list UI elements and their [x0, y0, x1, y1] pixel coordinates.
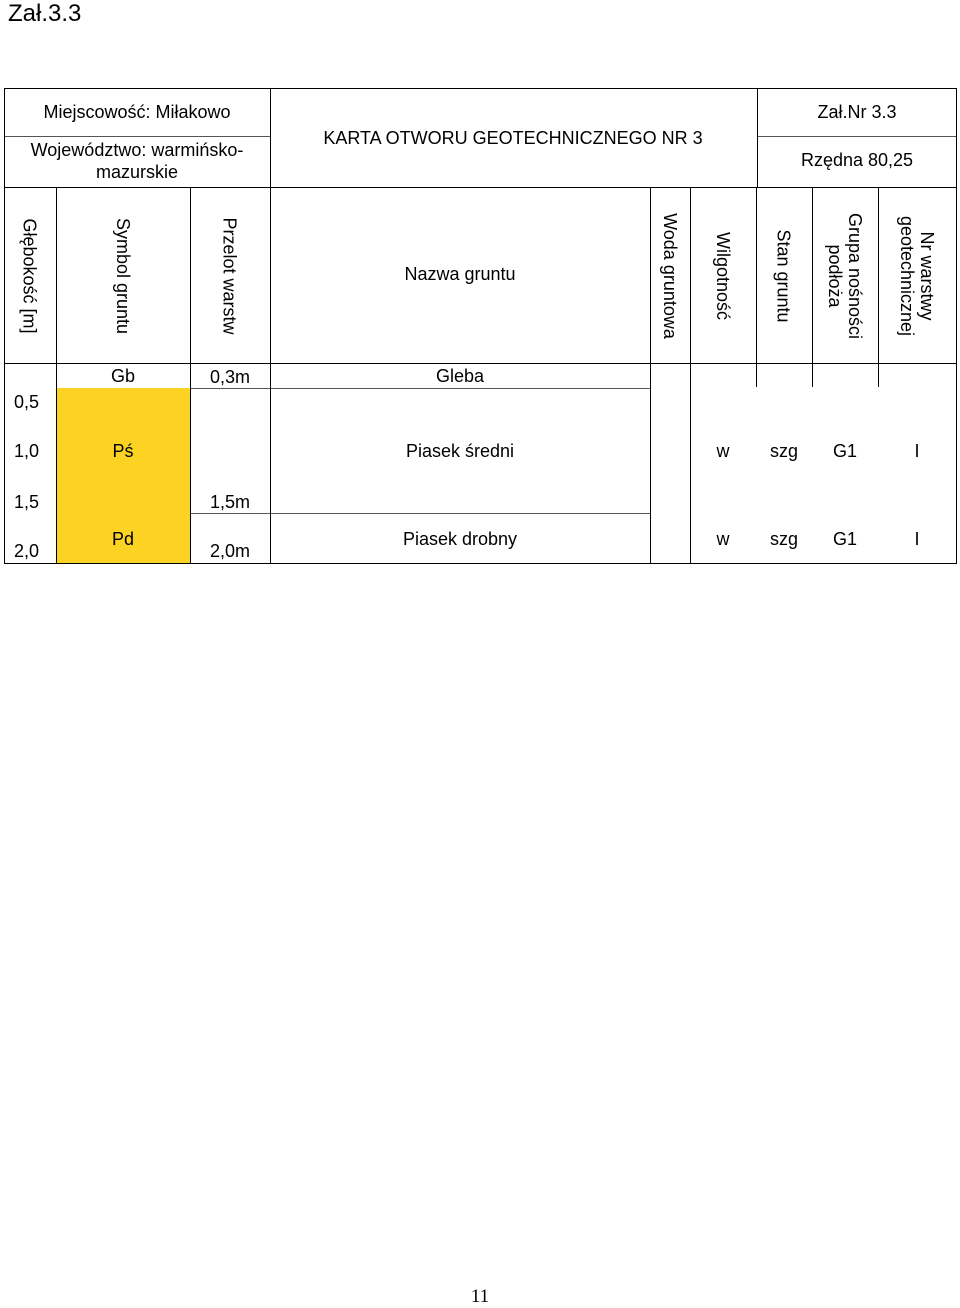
layer-bottom: 1,5m: [209, 492, 251, 512]
col-divider: [190, 187, 191, 564]
col-divider: [690, 187, 691, 564]
attachment-label: Zał.3.3: [8, 0, 82, 27]
col-header-thickness-label: Przelot warstw: [220, 217, 240, 335]
col-header-depth: [4, 188, 56, 364]
col-header-bearing-group-label: [825, 213, 865, 339]
depth-mark: 2,0: [14, 541, 40, 561]
depth-mark: 0,5: [14, 392, 40, 412]
layer-symbol: Gb: [110, 366, 135, 386]
layer-moisture: w: [716, 529, 730, 549]
divider-header-left: [270, 88, 271, 188]
layer-state: szg: [769, 529, 798, 549]
col-header-symbol-label: Symbol gruntu: [113, 217, 133, 335]
layer-name: Piasek średni: [405, 441, 515, 461]
locality: Miejscowość: Miłakowo: [43, 102, 231, 122]
layer-name: Piasek drobny: [402, 529, 518, 549]
layer-number: I: [914, 441, 920, 461]
layer-bottom: 0,3m: [209, 367, 251, 387]
col-header-soil-name: Nazwa gruntu: [404, 264, 516, 284]
col-header-moisture-label: Wilgotność: [713, 231, 733, 321]
table-border-right: [956, 88, 957, 564]
layer-symbol: Pś: [112, 441, 134, 461]
col-divider: [56, 187, 57, 564]
divider-gleba: [190, 388, 650, 389]
divider-locality: [4, 136, 270, 137]
divider-layer-boundary: [190, 513, 650, 514]
divider-header-right: [757, 88, 758, 188]
col-header-depth-label: Głębokość [m]: [20, 218, 41, 334]
card-title: KARTA OTWORU GEOTECHNICZNEGO NR 3: [323, 128, 703, 148]
col-divider: [650, 187, 651, 564]
col-divider: [756, 187, 757, 387]
layer-symbol: Pd: [111, 529, 135, 549]
col-divider: [270, 187, 271, 564]
layer-moisture: w: [716, 441, 730, 461]
bearing-group-line2: podłoża: [825, 244, 846, 308]
attachment-no: Zał.Nr 3.3: [817, 102, 897, 122]
depth-mark: 1,5: [14, 492, 40, 512]
col-header-bearing-group: [812, 188, 878, 364]
layer-bottom: 2,0m: [209, 541, 251, 561]
col-header-moisture: [690, 188, 756, 364]
col-header-state: [756, 188, 812, 364]
divider-attachment: [757, 136, 957, 137]
layer-no-line2: geotechnicznej: [897, 215, 917, 337]
col-header-thickness: [190, 188, 270, 364]
divider-header: [4, 187, 957, 188]
layer-number: I: [914, 529, 920, 549]
col-header-symbol: [56, 188, 190, 364]
layer-name: Gleba: [435, 366, 485, 386]
page-number: 11: [470, 1286, 490, 1307]
table-border-bottom: [4, 563, 957, 564]
table-border-top: [4, 88, 957, 89]
col-divider: [878, 187, 879, 387]
layer-group: G1: [832, 529, 857, 549]
voivodeship-line1: Województwo: warmińsko-: [30, 140, 244, 160]
voivodeship-line2: mazurskie: [95, 162, 179, 182]
col-header-layer-no-label: [897, 216, 937, 336]
layer-no-line1: Nr warstwy: [917, 231, 937, 321]
bearing-group-line1: Grupa nośności: [845, 212, 866, 340]
divider-column-headers: [4, 363, 957, 364]
layer-state: szg: [769, 441, 798, 461]
col-header-state-label: Stan gruntu: [774, 229, 795, 323]
col-header-groundwater-label: Woda gruntowa: [660, 213, 680, 339]
col-divider: [812, 187, 813, 387]
table-border-left: [4, 88, 5, 564]
col-header-layer-no: [878, 188, 956, 364]
layer-group: G1: [832, 441, 857, 461]
elevation: Rzędna 80,25: [800, 150, 914, 170]
col-header-groundwater: [650, 188, 690, 364]
depth-mark: 1,0: [14, 441, 40, 461]
